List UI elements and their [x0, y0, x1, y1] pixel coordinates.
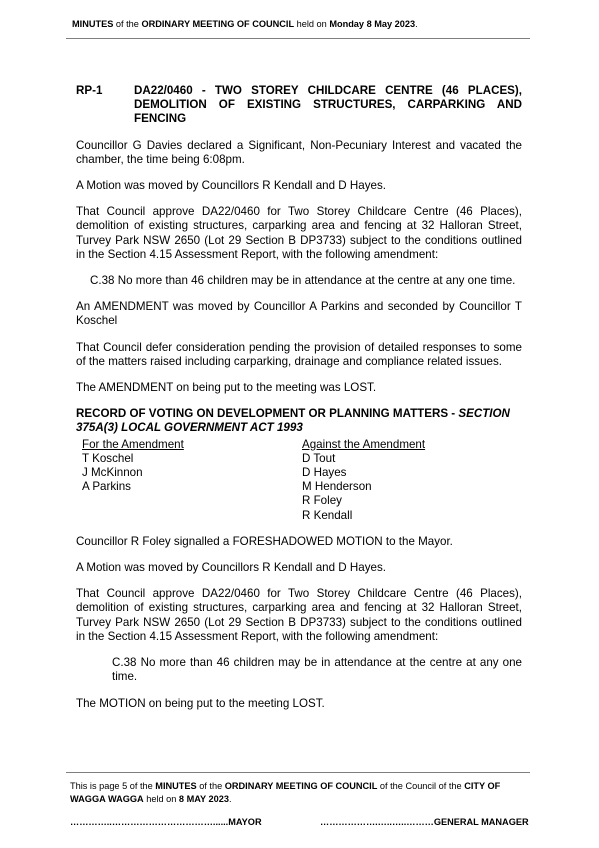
for-column — [82, 438, 302, 523]
against-voter: R Kendall — [302, 508, 353, 522]
for-voter: T Koschel — [82, 451, 134, 465]
against-voter: M Henderson — [302, 480, 372, 494]
footer-divider — [66, 772, 530, 773]
voting-table — [82, 438, 522, 523]
footer-page-text: This is page 5 of the — [70, 781, 156, 791]
footer-city: CITY OF WAGGA WAGGA — [70, 781, 501, 804]
header-date: Monday 8 May 2023 — [329, 19, 416, 29]
page-header — [72, 18, 532, 30]
item-title: DA22/0460 - TWO STOREY CHILDCARE CENTRE (46 PLACES), DEMOLITION OF EXISTING STRUCTURES, CARPARKING AND FENCING — [134, 84, 522, 126]
for-voter: A Parkins — [82, 480, 131, 494]
motion-moved-2: A Motion was moved by Councillors R Kendall and D Hayes. — [76, 561, 386, 575]
motion-result: The MOTION on being put to the meeting LOST. — [76, 696, 325, 710]
footer-council-of: of the Council of the — [377, 781, 465, 791]
amendment-result: The AMENDMENT on being put to the meeting was LOST. — [76, 381, 377, 395]
footer-meeting: ORDINARY MEETING OF COUNCIL — [224, 781, 378, 791]
minutes-body — [76, 84, 522, 723]
signature-line — [70, 817, 530, 827]
interest-declaration: Councillor G Davies declared a Significant, Non-Pecuniary Interest and vacated the chamber, the time being 6:08pm. — [76, 138, 522, 166]
condition-c38: C.38 No more than 46 children may be in attendance at the centre at any one time. — [90, 274, 516, 288]
general-manager-signature: ……………….…..…..………GENERAL MANAGER — [320, 817, 529, 827]
footer-date: 8 MAY 2023 — [178, 793, 229, 804]
foreshadowed-motion: Councillor R Foley signalled a FORESHADOWED MOTION to the Mayor. — [76, 534, 453, 548]
voting-heading-text: RECORD OF VOTING ON DEVELOPMENT OR PLANNING MATTERS - — [76, 407, 459, 421]
motion-text-2: That Council approve DA22/0460 for Two Storey Childcare Centre (46 Places), demolition of existing structures, carparking area and fencing at 32 Halloran Street, Turvey Park NSW 2650 (Lot 29 Section B DP3733) subject to the conditions outlined in the Section 4.15 Assessment Report, with the following amendment: — [76, 587, 522, 643]
footer-held-on: held on — [143, 793, 179, 804]
against-voter: D Tout — [302, 451, 336, 465]
footer-of: of the — [196, 781, 225, 791]
against-column — [302, 438, 522, 523]
condition-c38-2: C.38 No more than 46 children may be in attendance at the centre at any one time. — [112, 656, 522, 684]
motion-moved: A Motion was moved by Councillors R Kendall and D Hayes. — [76, 179, 386, 193]
for-heading: For the Amendment — [82, 437, 184, 451]
page-footer — [70, 780, 530, 805]
header-divider — [66, 38, 530, 39]
mayor-signature: …………..……………………………......MAYOR — [70, 817, 262, 827]
against-heading: Against the Amendment — [302, 437, 426, 451]
header-period: . — [415, 19, 418, 29]
item-heading — [76, 84, 522, 127]
header-of: of the — [113, 19, 142, 29]
voting-record-heading — [76, 407, 522, 435]
against-voter: D Hayes — [302, 466, 347, 480]
footer-minutes: MINUTES — [155, 781, 197, 791]
footer-period: . — [228, 793, 232, 804]
header-minutes: MINUTES — [72, 19, 114, 29]
header-meeting: ORDINARY MEETING OF COUNCIL — [141, 19, 295, 29]
amendment-moved: An AMENDMENT was moved by Councillor A Parkins and seconded by Councillor T Koschel — [76, 300, 522, 328]
amendment-text: That Council defer consideration pending the provision of detailed responses to some of the matters raised including carparking, drainage and compliance related issues. — [76, 340, 522, 368]
for-voter: J McKinnon — [82, 466, 143, 480]
against-voter: R Foley — [302, 494, 342, 508]
motion-text: That Council approve DA22/0460 for Two Storey Childcare Centre (46 Places), demolition of existing structures, carparking area and fencing at 32 Halloran Street, Turvey Park NSW 2650 (Lot 29 Section B DP3733) subject to the conditions outlined in the Section 4.15 Assessment Report, with the following amendment: — [76, 205, 522, 261]
header-held-on: held on — [294, 19, 330, 29]
item-number: RP-1 — [76, 84, 103, 97]
voting-heading-section: SECTION 375A(3) LOCAL GOVERNMENT ACT 1993 — [76, 407, 510, 435]
